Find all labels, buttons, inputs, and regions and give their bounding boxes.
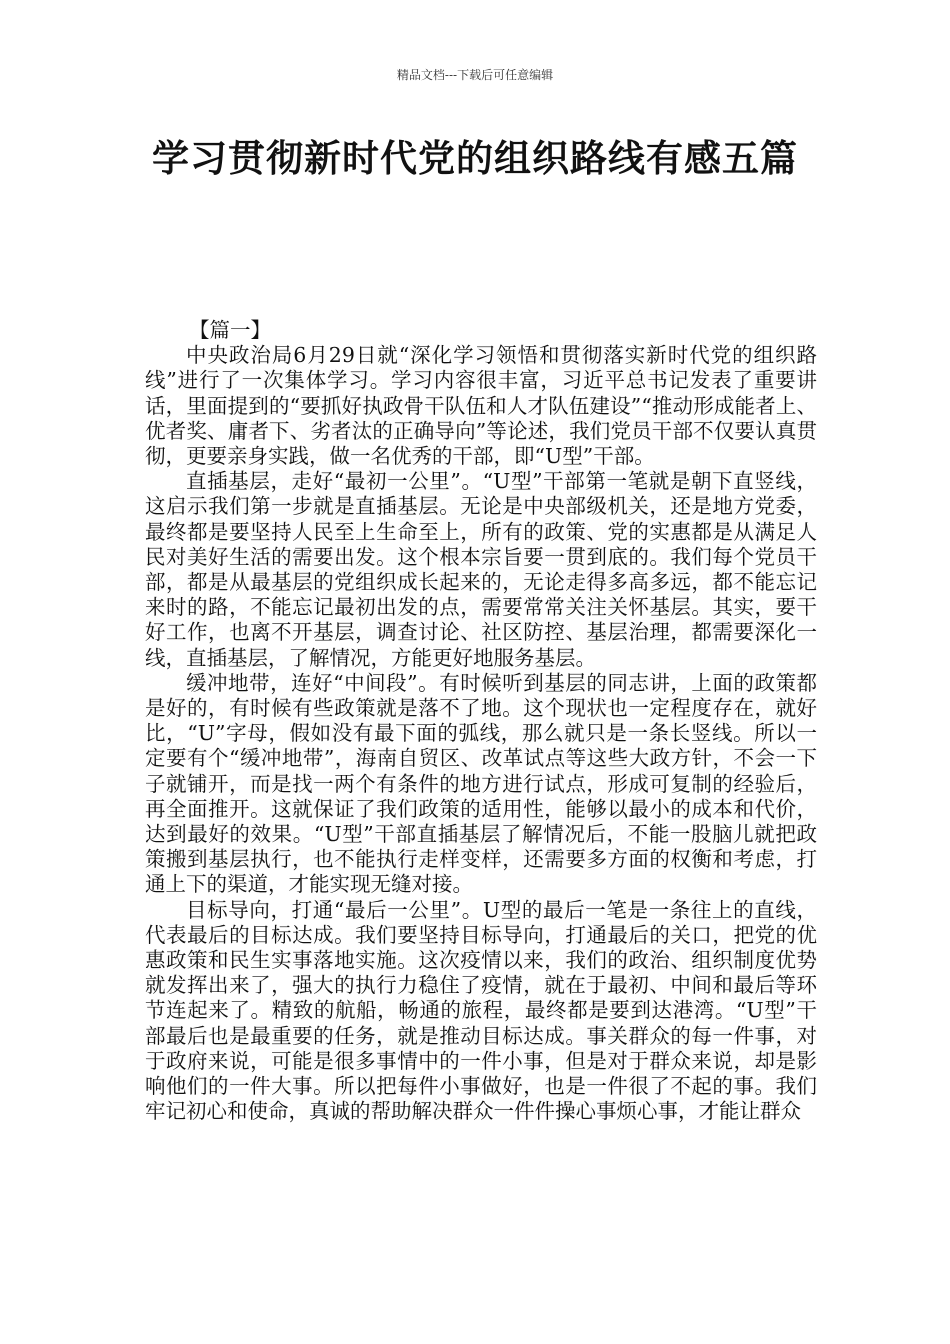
paragraph-4: 目标导向，打通“最后一公里”。U型的最后一笔是一条往上的直线，代表最后的目标达成。我们要坚持目标导向，打通最后的关口，把党的优惠政策和民生实事落地实施。这次疫情以来，我们的政治、组织制度优势就发挥出来了，强大的执行力稳住了疫情，就在于最初、中间和最后等环节连起来了。精致的航船，畅通的旅程，最终都是要到达港湾。“U型”干部最后也是最重要的任务，就是推动目标达成。事关群众的每一件事，对于政府来说，可能是很多事情中的一件小事，但是对于群众来说，却是影响他们的一件大事。所以把每件小事做好，也是一件很了不起的事。我们牢记初心和使命，真诚的帮助解决群众一件件操心事烦心事，才能让群众 (145, 897, 817, 1124)
page-header-note: 精品文档---下载后可任意编辑 (396, 68, 554, 82)
paragraph-1: 中央政治局6月29日就“深化学习领悟和贯彻落实新时代党的组织路线”进行了一次集体学习。学习内容很丰富，习近平总书记发表了重要讲话，里面提到的“要抓好执政骨干队伍和人才队伍建设”“推动形成能者上、优者奖、庸者下、劣者汰的正确导向”等论述，我们党员干部不仅要认真贯彻，更要亲身实践，做一名优秀的干部，即“U型”干部。 (145, 343, 817, 469)
section-label: 【篇一】 (189, 318, 271, 342)
document-body (145, 318, 817, 1125)
document-title: 学习贯彻新时代党的组织路线有感五篇 (152, 137, 798, 180)
paragraph-2: 直插基层，走好“最初一公里”。“U型”干部第一笔就是朝下直竖线，这启示我们第一步就是直插基层。无论是中央部级机关，还是地方党委，最终都是要坚持人民至上生命至上，所有的政策、党的实惠都是从满足人民对美好生活的需要出发。这个根本宗旨要一贯到底的。我们每个党员干部，都是从最基层的党组织成长起来的，无论走得多高多远，都不能忘记来时的路，不能忘记最初出发的点，需要常常关注关怀基层。其实，要干好工作，也离不开基层，调查讨论、社区防控、基层治理，都需要深化一线，直插基层，了解情况，方能更好地服务基层。 (145, 469, 817, 670)
paragraph-3: 缓冲地带，连好“中间段”。有时候听到基层的同志讲，上面的政策都是好的，有时候有些政策就是落不了地。这个现状也一定程度存在，就好比，“U”字母，假如没有最下面的弧线，那么就只是一条长竖线。所以一定要有个“缓冲地带”，海南自贸区、改革试点等这些大政方针，不会一下子就铺开，而是找一两个有条件的地方进行试点，形成可复制的经验后，再全面推开。这就保证了我们政策的适用性，能够以最小的成本和代价，达到最好的效果。“U型”干部直插基层了解情况后，不能一股脑儿就把政策搬到基层执行，也不能执行走样变样，还需要多方面的权衡和考虑，打通上下的渠道，才能实现无缝对接。 (145, 670, 817, 897)
